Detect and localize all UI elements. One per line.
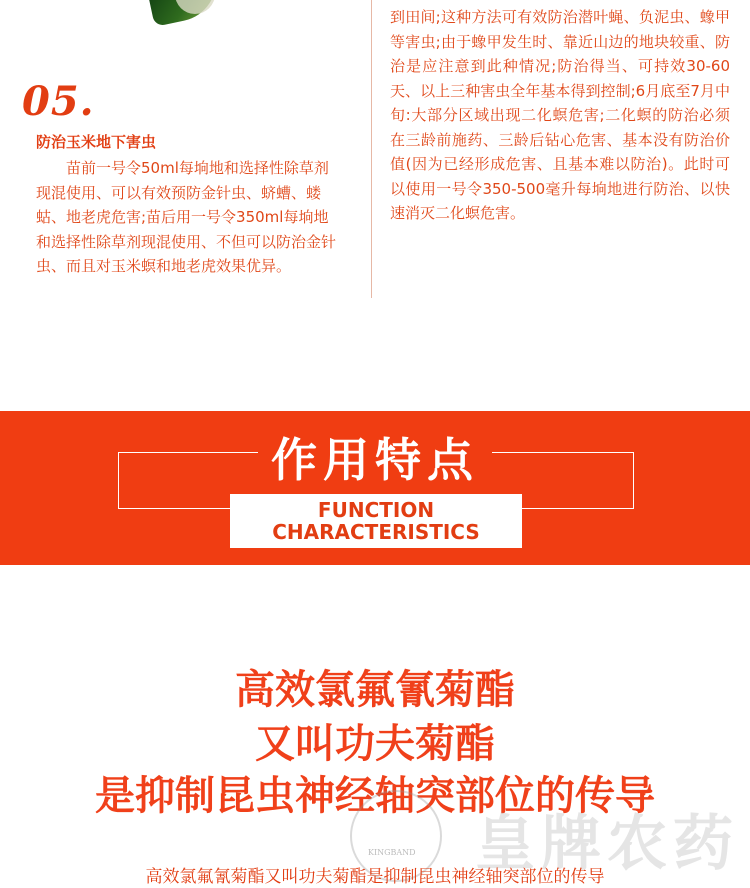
section-paragraph: 苗前一号令50ml每垧地和选择性除草剂现混使用、可以有效预防金针虫、蛴螬、蝼蛄、地老虎危害;苗后用一号令350ml每垧地和选择性除草剂现混使用、不但可以防治金针虫、而且对玉米螟和地老虎效果优异。: [36, 159, 337, 275]
column-divider: [371, 0, 372, 298]
banner-title: 作用特点: [271, 433, 479, 487]
banner-subtitle-line2: CHARACTERISTICS: [272, 520, 480, 544]
section-heading: 防治玉米地下害虫: [36, 133, 157, 151]
footer-text: 高效氯氟氰菊酯又叫功夫菊酯是抑制昆虫神经轴突部位的传导: [145, 867, 605, 887]
brand-watermark: [350, 790, 750, 879]
banner-subtitle-box: [230, 494, 522, 548]
right-column-paragraph: 到田间;这种方法可有效防治潜叶蝇、负泥虫、蟓甲等害虫;由于蟓甲发生时、靠近山边的地块较重、防治是应注意到此种情况;防治得当、可持效30-60天、以上三种害虫全年基本得到控制;6月底至7月中旬:大部分区域出现二化螟危害;二化螟的防治必须在三龄前施药、三龄后钻心危害、基本没有防治价值(因为已经形成危害、且基本难以防治)。此时可以使用一号令350-500毫升每垧地进行防治、以快速消灭二化螟危害。: [390, 8, 730, 222]
brand-seal-text: KINGBAND: [368, 848, 416, 857]
headline-line1: 高效氯氟氰菊酯: [235, 667, 515, 713]
headline-line3: 是抑制昆虫神经轴突部位的传导: [95, 773, 655, 819]
banner-subtitle-line1: FUNCTION: [317, 498, 435, 522]
brand-watermark-text: 皇牌农药: [475, 809, 739, 879]
headline-line2: 又叫功夫菊酯: [255, 721, 495, 767]
section-number: 05.: [22, 78, 95, 125]
